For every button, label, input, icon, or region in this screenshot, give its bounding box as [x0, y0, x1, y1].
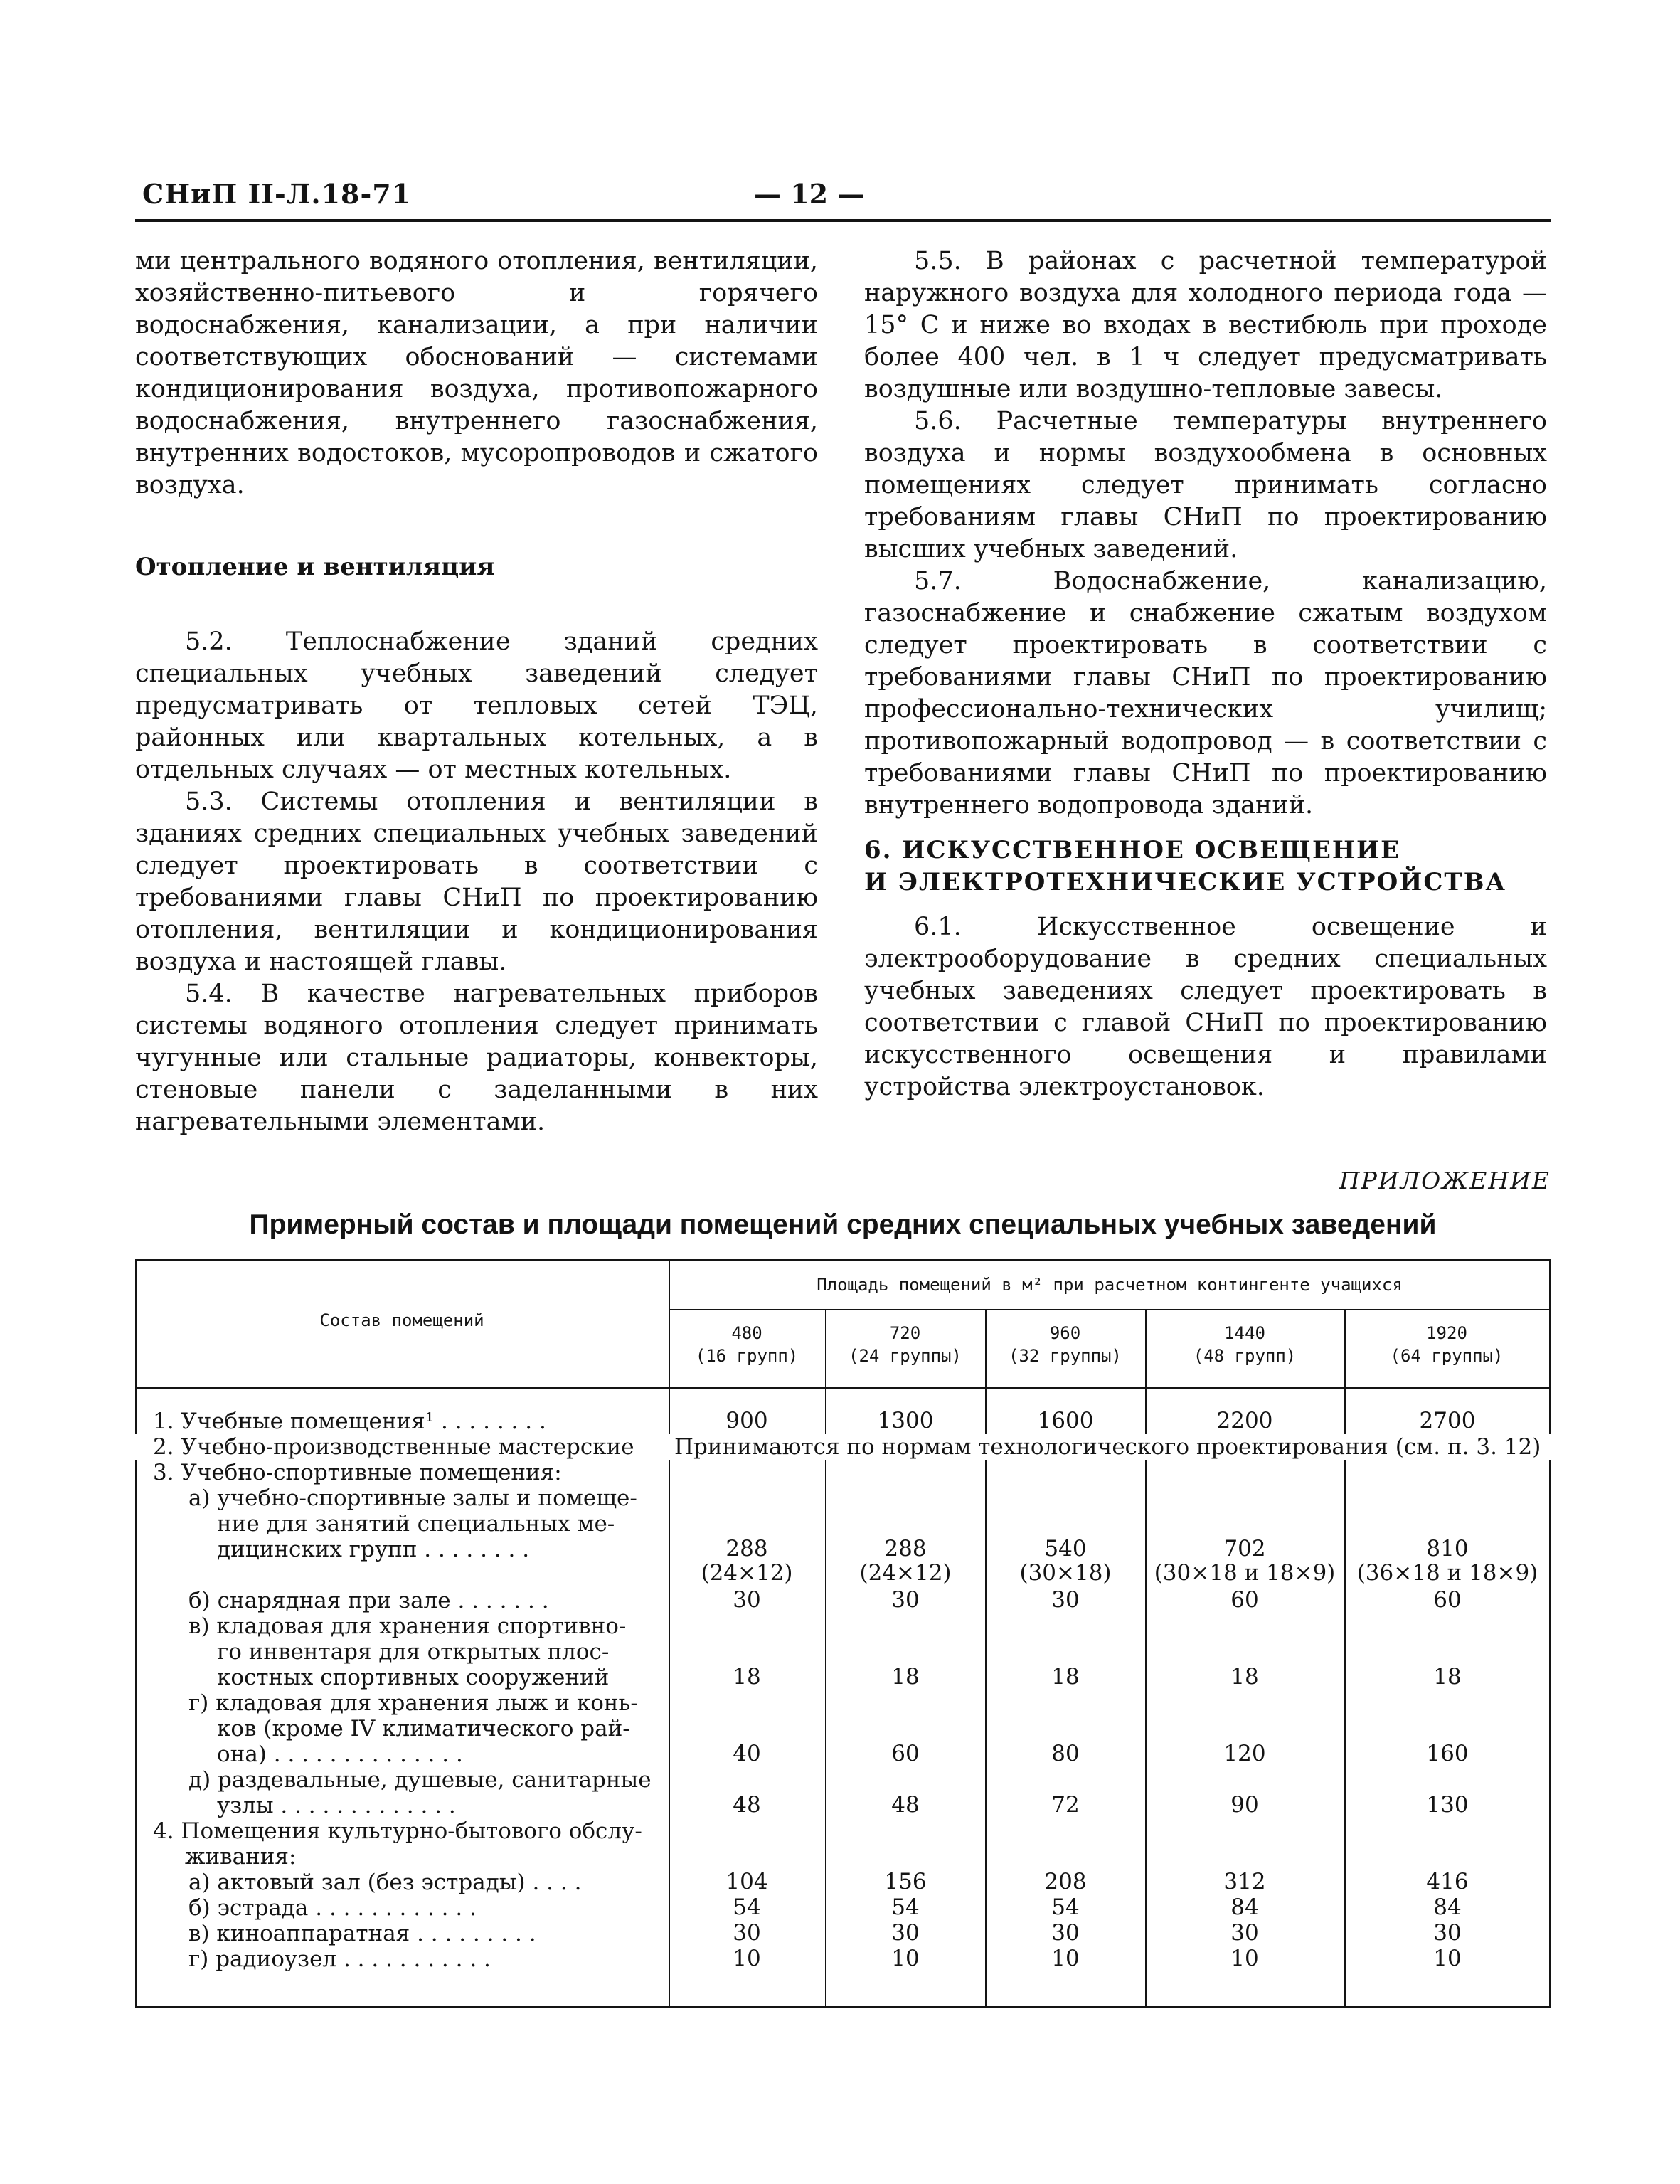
appendix-label: ПРИЛОЖЕНИЕ — [1339, 1167, 1551, 1194]
row-note-technological: Принимаются по нормам технологического проектирования (см. п. 3. 12) — [674, 1434, 1541, 1460]
table-right-border — [1549, 1259, 1551, 2006]
table-header-rule — [135, 1387, 1551, 1389]
table-bottom-rule — [135, 2006, 1551, 2008]
section-heading-heating: Отопление и вентиляция — [135, 553, 495, 581]
paragraph-5-3: 5.3. Системы отопления и вентиляции в зданиях средних специальных учебных заведений следует проектировать в соответствии с требованиями главы СНиП по проектированию отопления, вентиляции и кондиционирования воздуха и настоящей главы. — [135, 788, 818, 976]
table-col-divider — [1344, 1309, 1346, 2006]
paragraph-5-4: 5.4. В качестве нагревательных приборов системы водяного отопления следует принимать чугунные или стальные радиаторы, конвекторы, стеновые панели с заделанными в них нагревательными элементами. — [135, 980, 818, 1136]
section-heading-6-line2: И ЭЛЕКТРОТЕХНИЧЕСКИЕ УСТРОЙСТВА — [864, 868, 1507, 896]
group-header-rule — [669, 1309, 1551, 1310]
paragraph-5-7: 5.7. Водоснабжение, канализацию, газоснабжение и снабжение сжатым воздухом следует проектировать в соответствии с требованиями главы СНиП по проектированию профессионально-технических училищ; противопожарный водопровод — в соответствии с требованиями главы СНиП по проектированию внутреннего водопровода зданий. — [864, 567, 1547, 820]
right-column — [864, 245, 1547, 1103]
paragraph-5-2: 5.2. Теплоснабжение зданий средних специальных учебных заведений следует предусматривать от тепловых сетей ТЭЦ, районных или квартальных котельных, а в отдельных случаях — от местных котельных. — [135, 627, 818, 784]
col-header-480: 480 (16 групп) — [695, 1323, 799, 1366]
header-rule — [135, 219, 1551, 222]
paragraph-continued: ми центрального водяного отопления, вентиляции, хозяйственно-питьевого и горячего водоснабжения, канализации, а при наличии соответствующих обоснований — системами кондиционирования воздуха, противопожарного водоснабжения, внутреннего газоснабжения, внутренних водостоков, мусоропроводов и сжатого воздуха. — [135, 247, 818, 499]
paragraph-5-6: 5.6. Расчетные температуры внутреннего воздуха и нормы воздухообмена в основных помещениях следует принимать согласно требованиям главы СНиП по проектированию высших учебных заведений. — [864, 407, 1547, 563]
document-page: СНиП II-Л.18-71 — 12 — ми центрального водяного отопления, вентиляции, хозяйственно-питьевого и горячего водоснабжения, канализации, а при наличии соответствующих обоснований — системами кондиционирования воздуха, противопожарного водоснабжения, внутреннего газоснабжения, внутренних водостоков, мусоропроводов и сжатого воздуха. Отопление и вентиляция 5.2. Теплоснабжение зданий средних специальных учебных заведений следует предусматривать от тепловых сетей ТЭЦ, районных или квартальных котельных, а в отдельных случаях — от местных котельных. 5.3. Системы отопления и вентиляции в зданиях средних специальных учебных заведений следует проектировать в соответствии с требованиями главы СНиП по проектированию отопления, вентиляции и кондиционирования воздуха и настоящей главы. 5.4. В качестве нагревательных приборов системы водяного отопления следует принимать чугунные или стальные радиаторы, конвекторы, стеновые панели с заделанными в них нагревательными элементами. 5.5. В районах с расчетной температурой наружного воздуха для холодного периода года —15° С и ниже во входах в вестибюль при проходе более 400 чел. в 1 ч следует предусматривать воздушные или воздушно-тепловые завесы. 5.6. Расчетные температуры внутреннего воздуха и нормы воздухообмена в основных помещениях следует принимать согласно требованиям главы СНиП по проектированию высших учебных заведений. 5.7. Водоснабжение, канализацию, газоснабжение и снабжение сжатым воздухом следует проектировать в соответствии с требованиями главы СНиП по проектированию профессионально-технических училищ; противопожарный водопровод — в соответствии с требованиями главы СНиП по проектированию внутреннего водопровода зданий. 6. ИСКУССТВЕННОЕ ОСВЕЩЕНИЕ И ЭЛЕКТРОТЕХНИЧЕСКИЕ УСТРОЙСТВА 6.1. Искусственное освещение и электрооборудование в средних специальных учебных заведениях следует проектировать в соответствии с главой СНиП по проектированию искусственного освещения и правилами устройства электроустановок. ПРИЛОЖЕНИЕ Примерный состав и площади помещений средних специальных учебных заведений Состав помещений Площадь помещений в м² при расчетном контингенте учащихся 480 (16 групп) 720 (24 группы) 960 (32 группы) 1440 (48 групп) 1920 (64 группы) 1. Учебные помещения¹ . . . . . . . . 900 1300 1600 2200 2700 2. Учебно-производственные мастерские Принимаются по нормам технологического проектирования (см. п. 3. 12) 3. Учебно-спортивные помещения: а) учебно-спортивные залы и помеще- ние для занятий специальных ме- дицинских групп . . . . . . . . 288 (24×12) 288 (24×12) 540 (30×18) 702 (30×18 и 18×9) 810 (36×18 и 18×9) б) снарядная при зале . . . . . . . 30 30 30 60 60 в) кладовая для хранения спортивно- го инвентаря для открытых плос- костных спортивных сооружений 18 18 18 18 18 г) кладовая для хранения лыж и конь- ков (кроме IV климатического рай- она) . . . . . . . . . . . . . . 40 60 80 120 160 д) раздевальные, душевые, санитарные узлы . . . . . . . . . . . . . 48 48 72 90 130 4. Помещения культурно-бытового обслу- живания: а) актовый зал (без эстрады) . . . . 104 156 208 312 416 б) эстрада . . . . . . . . . . . . 54 54 54 84 84 в) киноаппаратная . . . . . . . . . 30 30 30 30 30 г) радиоузел . . . . . . . . . . . 10 10 10 10 10 — [0, 0, 1680, 2184]
left-column — [135, 245, 818, 1138]
table-title: Примерный состав и площади помещений средних специальных учебных заведений — [249, 1209, 1437, 1240]
table-col-divider — [1145, 1309, 1147, 2006]
table-row: 2. Учебно-производственные мастерские Принимаются по нормам технологического проектирования (см. п. 3. 12) — [135, 1434, 1551, 1460]
col-header-720: 720 (24 группы) — [849, 1323, 962, 1366]
group-header: Площадь помещений в м² при расчетном контингенте учащихся — [817, 1275, 1403, 1295]
table-col-divider — [825, 1309, 826, 2006]
document-code: СНиП II-Л.18-71 — [142, 178, 412, 210]
paragraph-6-1: 6.1. Искусственное освещение и электрооборудование в средних специальных учебных заведениях следует проектировать в соответствии с главой СНиП по проектированию искусственного освещения и правилами устройства электроустановок. — [864, 913, 1547, 1101]
col-header-1920: 1920 (64 группы) — [1390, 1323, 1504, 1366]
table-left-border — [135, 1259, 137, 2006]
page-number: — 12 — — [754, 178, 865, 210]
col-header-1440: 1440 (48 групп) — [1193, 1323, 1297, 1366]
section-heading-6-line1: 6. ИСКУССТВЕННОЕ ОСВЕЩЕНИЕ — [864, 836, 1401, 864]
table-top-rule — [135, 1259, 1551, 1261]
paragraph-5-5: 5.5. В районах с расчетной температурой наружного воздуха для холодного периода года —15° С и ниже во входах в вестибюль при проходе более 400 чел. в 1 ч следует предусматривать воздушные или воздушно-тепловые завесы. — [864, 247, 1547, 403]
col-header-rooms: Состав помещений — [319, 1310, 484, 1330]
table-col-divider — [985, 1309, 987, 2006]
col-header-960: 960 (32 группы) — [1009, 1323, 1122, 1366]
